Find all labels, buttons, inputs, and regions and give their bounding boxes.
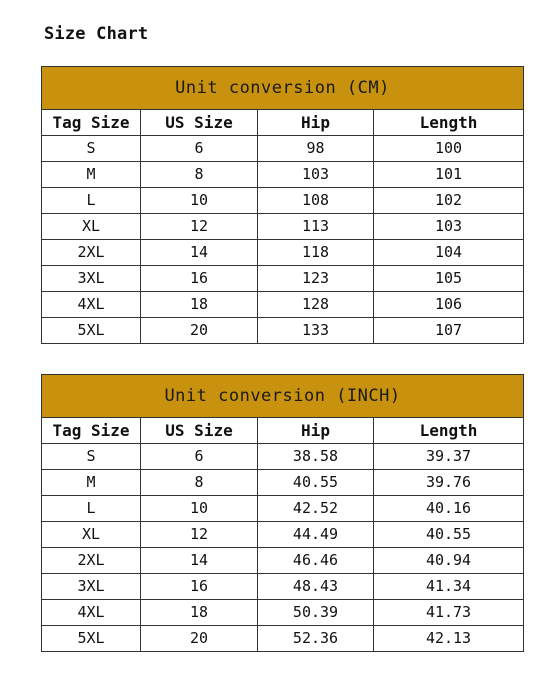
hip-cell: 128 [258,292,374,318]
length-cell: 41.73 [374,600,524,626]
hip-cell: 48.43 [258,574,374,600]
length-cell: 107 [374,318,524,344]
column-header-tag-size: Tag Size [42,418,141,444]
table-row [42,214,524,240]
us-size-cell: 20 [141,626,258,652]
length-cell: 40.16 [374,496,524,522]
us-size-cell: 12 [141,522,258,548]
tag-size-cell: L [42,188,141,214]
hip-cell: 42.52 [258,496,374,522]
cm-size-table [41,66,524,344]
us-size-cell: 6 [141,136,258,162]
table-row [42,626,524,652]
table-row [42,292,524,318]
hip-cell: 50.39 [258,600,374,626]
hip-cell: 52.36 [258,626,374,652]
us-size-cell: 10 [141,496,258,522]
hip-cell: 113 [258,214,374,240]
table-banner: Unit conversion (CM) [42,67,524,110]
us-size-cell: 10 [141,188,258,214]
table-row [42,266,524,292]
tag-size-cell: L [42,496,141,522]
hip-cell: 98 [258,136,374,162]
tag-size-cell: XL [42,522,141,548]
tag-size-cell: S [42,444,141,470]
tag-size-cell: 5XL [42,318,141,344]
hip-cell: 46.46 [258,548,374,574]
us-size-cell: 8 [141,470,258,496]
hip-cell: 103 [258,162,374,188]
table-row [42,522,524,548]
us-size-cell: 16 [141,574,258,600]
table-row [42,496,524,522]
tag-size-cell: M [42,162,141,188]
length-cell: 40.94 [374,548,524,574]
table-row [42,318,524,344]
us-size-cell: 12 [141,214,258,240]
table-banner: Unit conversion (INCH) [42,375,524,418]
hip-cell: 44.49 [258,522,374,548]
table-row [42,600,524,626]
length-cell: 104 [374,240,524,266]
length-cell: 42.13 [374,626,524,652]
page-title: Size Chart [44,24,149,44]
tag-size-cell: 4XL [42,292,141,318]
us-size-cell: 20 [141,318,258,344]
column-header-length: Length [374,418,524,444]
tag-size-cell: 3XL [42,266,141,292]
us-size-cell: 6 [141,444,258,470]
tag-size-cell: 2XL [42,240,141,266]
length-cell: 40.55 [374,522,524,548]
hip-cell: 133 [258,318,374,344]
hip-cell: 123 [258,266,374,292]
hip-cell: 38.58 [258,444,374,470]
table-row [42,470,524,496]
length-cell: 102 [374,188,524,214]
table-row [42,574,524,600]
hip-cell: 118 [258,240,374,266]
column-header-tag-size: Tag Size [42,110,141,136]
length-cell: 103 [374,214,524,240]
length-cell: 106 [374,292,524,318]
inch-size-table [41,374,524,652]
table-row [42,444,524,470]
table-body [42,444,524,652]
tag-size-cell: S [42,136,141,162]
length-cell: 101 [374,162,524,188]
hip-cell: 40.55 [258,470,374,496]
tag-size-cell: 5XL [42,626,141,652]
length-cell: 41.34 [374,574,524,600]
us-size-cell: 16 [141,266,258,292]
table-row [42,162,524,188]
us-size-cell: 14 [141,548,258,574]
tag-size-cell: XL [42,214,141,240]
tag-size-cell: 4XL [42,600,141,626]
length-cell: 100 [374,136,524,162]
column-header-us-size: US Size [141,418,258,444]
us-size-cell: 18 [141,292,258,318]
table-body [42,136,524,344]
tag-size-cell: 2XL [42,548,141,574]
table-row [42,136,524,162]
column-header-us-size: US Size [141,110,258,136]
column-header-hip: Hip [258,418,374,444]
table-row [42,548,524,574]
table-row [42,188,524,214]
us-size-cell: 8 [141,162,258,188]
length-cell: 39.76 [374,470,524,496]
length-cell: 39.37 [374,444,524,470]
tag-size-cell: M [42,470,141,496]
hip-cell: 108 [258,188,374,214]
tag-size-cell: 3XL [42,574,141,600]
us-size-cell: 14 [141,240,258,266]
column-header-hip: Hip [258,110,374,136]
length-cell: 105 [374,266,524,292]
table-row [42,240,524,266]
us-size-cell: 18 [141,600,258,626]
column-header-length: Length [374,110,524,136]
